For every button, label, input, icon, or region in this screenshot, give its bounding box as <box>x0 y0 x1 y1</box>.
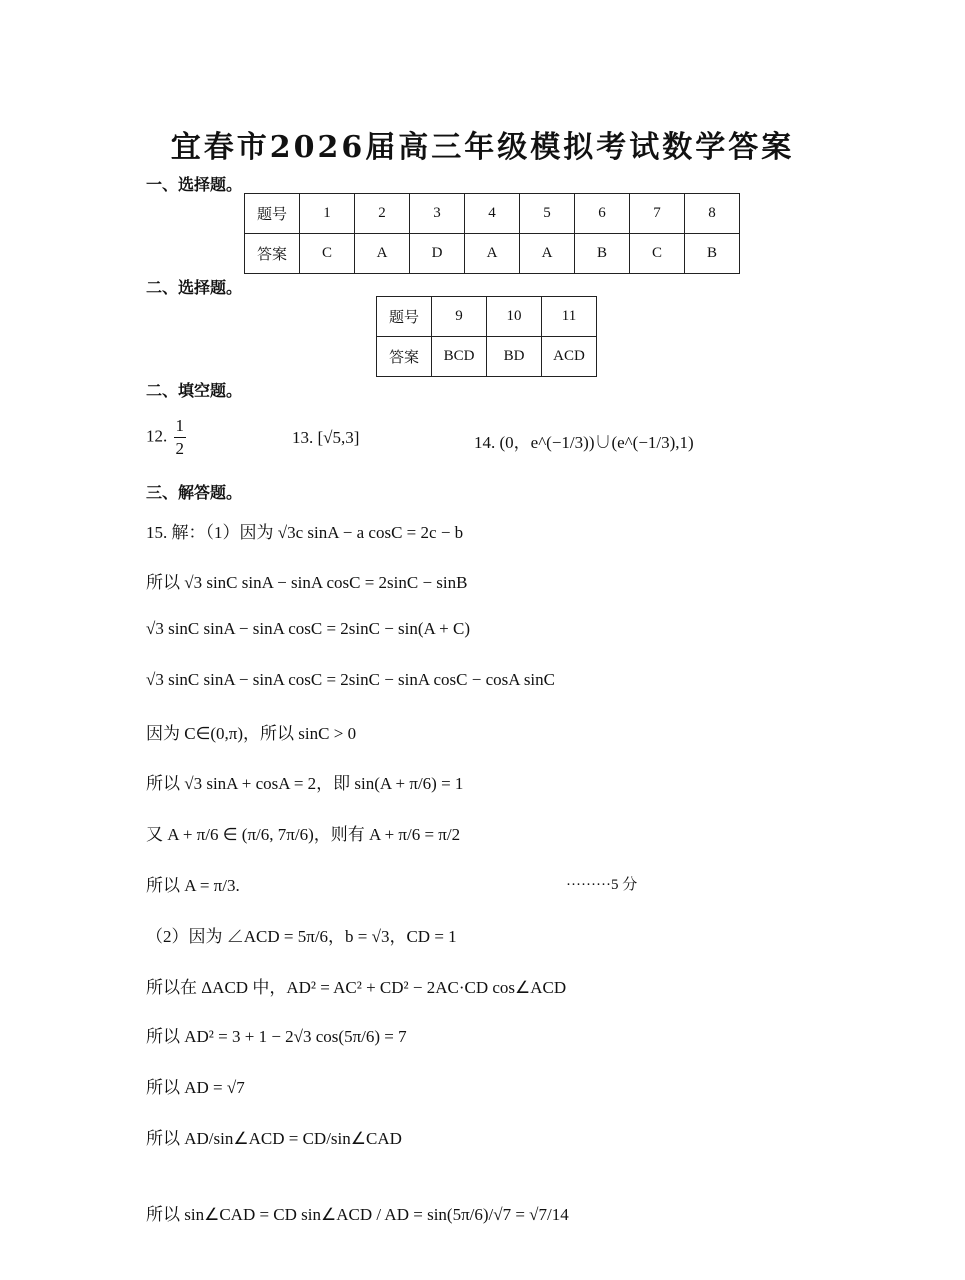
question-number: 3 <box>410 194 465 234</box>
section-multichoice-heading: 二、选择题。 <box>146 278 243 297</box>
question-number: 11 <box>542 297 597 337</box>
solution-step: 15. 解：（1）因为 √3c sinA − a cosC = 2c − b <box>146 523 464 542</box>
table-row <box>245 234 740 274</box>
score-marker: ·········5 分 <box>566 877 638 893</box>
question-number: 4 <box>465 194 520 234</box>
question-number: 6 <box>575 194 630 234</box>
page-title: 宜春市2026届高三年级模拟考试数学答案 <box>170 130 795 165</box>
question-number: 7 <box>630 194 685 234</box>
question-number: 1 <box>300 194 355 234</box>
multichoice-answer-table <box>376 296 597 377</box>
question-number: 2 <box>355 194 410 234</box>
solution-step: 所以 √3 sinC sinA − sinA cosC = 2sinC − sinB <box>146 573 468 592</box>
answer-q14: 14. (0，e^(−1/3))∪(e^(−1/3),1) <box>474 433 694 452</box>
answer-cell: B <box>575 234 630 274</box>
answer-q13: 13. [√5,3] <box>292 428 360 447</box>
answer-cell: A <box>520 234 575 274</box>
row-head-number: 题号 <box>377 297 432 337</box>
answer-cell: C <box>300 234 355 274</box>
answer-cell: BD <box>487 337 542 377</box>
solution-step: 所以 AD² = 3 + 1 − 2√3 cos(5π/6) = 7 <box>146 1027 407 1046</box>
answer-cell: ACD <box>542 337 597 377</box>
fraction: $\frac{1}{2}$ <box>175 416 184 458</box>
answer-cell: B <box>685 234 740 274</box>
row-head-number: 题号 <box>245 194 300 234</box>
solution-step: 所以 AD/sin∠ACD = CD/sin∠CAD <box>146 1129 402 1148</box>
solution-step: 所以 sin∠CAD = CD sin∠ACD / AD = sin(5π/6)/√7 = √7/14 <box>146 1205 569 1224</box>
answer-cell: C <box>630 234 685 274</box>
solution-step: 所以 AD = √7 <box>146 1078 245 1097</box>
solution-step: √3 sinC sinA − sinA cosC = 2sinC − sin(A + C) <box>146 619 470 638</box>
solution-step: 因为 C∈(0,π)，所以 sinC > 0 <box>146 724 357 743</box>
solution-step: 又 A + π/6 ∈ (π/6, 7π/6)，则有 A + π/6 = π/2 <box>146 825 461 844</box>
solution-step: 所以 A = π/3. <box>146 876 240 895</box>
table-row <box>245 194 740 234</box>
question-number: 10 <box>487 297 542 337</box>
question-number: 5 <box>520 194 575 234</box>
question-number: 9 <box>432 297 487 337</box>
answer-cell: BCD <box>432 337 487 377</box>
row-head-answer: 答案 <box>245 234 300 274</box>
answer-q12: 12. $\frac{1}{2}$ <box>146 416 184 458</box>
section-fill-heading: 二、填空题。 <box>146 381 243 400</box>
solution-step: √3 sinC sinA − sinA cosC = 2sinC − sinA cosC − cosA sinC <box>146 670 555 689</box>
section-solution-heading: 三、解答题。 <box>146 483 243 502</box>
answer-cell: A <box>465 234 520 274</box>
answer-cell: A <box>355 234 410 274</box>
choice-answer-table <box>244 193 740 274</box>
question-number: 8 <box>685 194 740 234</box>
section-choice-heading: 一、选择题。 <box>146 175 243 194</box>
table-row <box>377 337 597 377</box>
solution-step: （2）因为 ∠ACD = 5π/6，b = √3，CD = 1 <box>146 927 457 946</box>
row-head-answer: 答案 <box>377 337 432 377</box>
solution-step: 所以在 ΔACD 中，AD² = AC² + CD² − 2AC·CD cos∠ACD <box>146 978 567 997</box>
solution-step: 所以 √3 sinA + cosA = 2，即 sin(A + π/6) = 1 <box>146 774 464 793</box>
table-row <box>377 297 597 337</box>
answer-cell: D <box>410 234 465 274</box>
